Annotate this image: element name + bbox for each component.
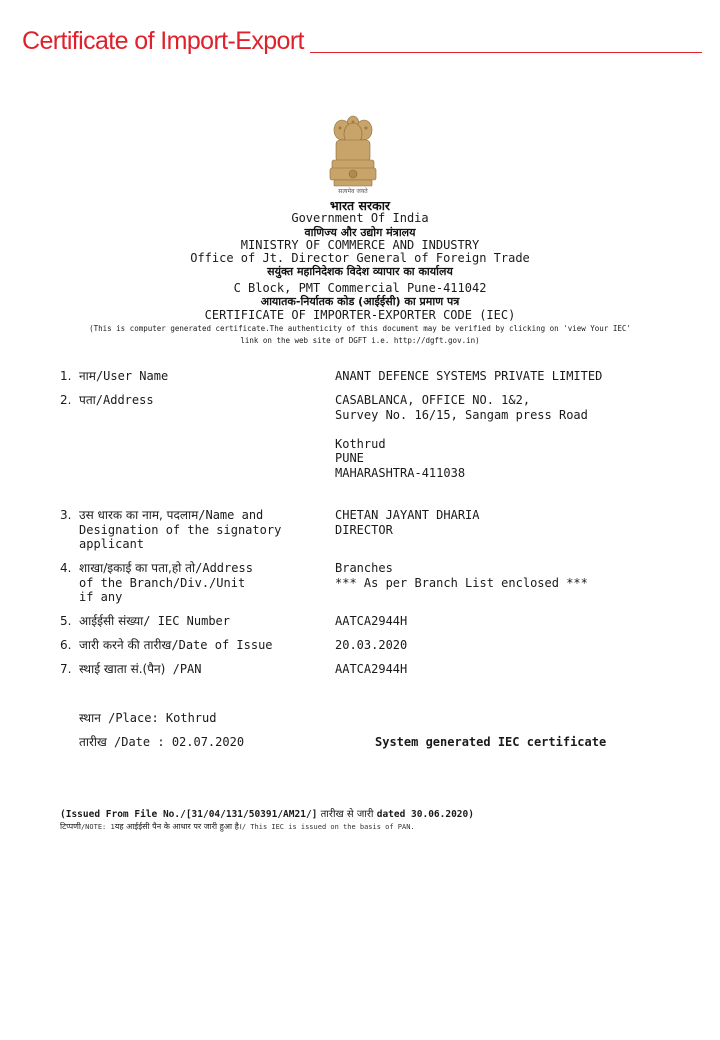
field-label-date-of-issue bbox=[79, 638, 273, 653]
page-heading-text: Certificate of Import-Export bbox=[22, 27, 304, 55]
country-english: Government Of India bbox=[291, 211, 429, 225]
field-label-line: applicant bbox=[79, 537, 145, 551]
label-hindi: आईईसी संख्या bbox=[79, 614, 144, 628]
field-number: 2. bbox=[60, 393, 72, 407]
field-label-branch-address bbox=[79, 561, 253, 576]
system-generated-note: System generated IEC certificate bbox=[375, 735, 607, 749]
issued-date: dated 30.06.2020) bbox=[376, 809, 474, 820]
label-hindi: जारी करने की तारीख bbox=[79, 638, 172, 652]
address-line-5: MAHARASHTRA-411038 bbox=[335, 465, 466, 480]
address-line-4: PUNE bbox=[335, 451, 364, 465]
date-line bbox=[79, 735, 244, 750]
label-english: /Address bbox=[195, 561, 253, 575]
office-hindi: सयुंक्त महानिदेशक विदेश व्यापार का कार्यालय bbox=[267, 265, 453, 278]
certificate-title-hindi: आयातक-निर्यातक कोड (आईईसी) का प्रमाण पत्र bbox=[260, 295, 460, 308]
field-number: 4. bbox=[60, 561, 72, 575]
place-line bbox=[79, 711, 216, 726]
field-label-line: of the Branch/Div./Unit bbox=[79, 575, 246, 590]
label-hindi: स्थाई खाता सं.(पैन) bbox=[79, 662, 166, 676]
address-line-2: Survey No. 16/15, Sangam press Road bbox=[335, 407, 588, 422]
label-english: /Date of Issue bbox=[171, 638, 273, 652]
label-english: /Address bbox=[95, 393, 154, 407]
signatory-designation: DIRECTOR bbox=[335, 522, 393, 537]
field-label-address bbox=[79, 393, 154, 408]
certificate-title-english: CERTIFICATE OF IMPORTER-EXPORTER CODE (IEC) bbox=[204, 308, 516, 322]
authenticity-note-line2: link on the web site of DGFT i.e. http://dgft.gov.in) bbox=[240, 336, 480, 345]
field-number: 6. bbox=[60, 638, 72, 652]
pan-note-line bbox=[60, 822, 415, 832]
field-number: 7. bbox=[60, 662, 72, 676]
field-label-line: Designation of the signatory bbox=[79, 522, 282, 537]
office-address: C Block, PMT Commercial Pune-411042 bbox=[233, 281, 487, 295]
date-value: 02.07.2020 bbox=[171, 735, 245, 749]
label-hindi: उस धारक का नाम, पदलाम bbox=[79, 508, 199, 522]
note-text-hindi: यह आईईसी पैन के आधार पर जारी हुआ है। bbox=[114, 822, 242, 831]
place-value: Kothrud bbox=[165, 711, 217, 725]
label-hindi: पता bbox=[79, 393, 96, 407]
label-english: / IEC Number bbox=[143, 614, 230, 628]
place-label-hindi: स्थान bbox=[79, 711, 101, 725]
field-number: 5. bbox=[60, 614, 72, 628]
office-english: Office of Jt. Director General of Foreign Trade bbox=[190, 251, 530, 265]
label-hindi: नाम bbox=[79, 369, 96, 383]
date-of-issue-value: 20.03.2020 bbox=[335, 638, 408, 652]
signatory-name: CHETAN JAYANT DHARIA bbox=[335, 508, 480, 522]
field-value-user-name: ANANT DEFENCE SYSTEMS PRIVATE LIMITED bbox=[335, 369, 603, 383]
field-number: 3. bbox=[60, 508, 72, 522]
ministry-english: MINISTRY OF COMMERCE AND INDUSTRY bbox=[240, 238, 480, 252]
heading-underline bbox=[310, 52, 702, 53]
field-label-iec-number bbox=[79, 614, 230, 629]
note-label-english: /NOTE: 1 bbox=[80, 823, 115, 831]
field-number: 1. bbox=[60, 369, 72, 383]
emblem-motto: सत्यमेव जयते bbox=[338, 188, 368, 195]
country-hindi: भारत सरकार bbox=[329, 198, 391, 213]
field-label-pan bbox=[79, 662, 202, 677]
pan-value: AATCA2944H bbox=[335, 662, 408, 676]
issued-from-line bbox=[60, 809, 474, 821]
note-label-hindi: टिप्पणी bbox=[60, 822, 81, 831]
branch-value: Branches bbox=[335, 561, 393, 575]
branch-list-note: *** As per Branch List enclosed *** bbox=[335, 575, 588, 590]
label-english: /PAN bbox=[165, 662, 202, 676]
note-text-english: / This IEC is issued on the basis of PAN. bbox=[241, 823, 415, 831]
date-label-english: /Date : bbox=[106, 735, 172, 749]
authenticity-note-line1: (This is computer generated certificate.The authenticity of this document may be verified by clicking on 'view Your IEC' bbox=[89, 324, 631, 333]
issued-file-number: (Issued From File No./[31/04/131/50391/AM21/] bbox=[60, 809, 318, 820]
iec-number-value: AATCA2944H bbox=[335, 614, 408, 628]
ministry-hindi: वाणिज्य और उद्योग मंत्रालय bbox=[304, 226, 416, 239]
address-line-1: CASABLANCA, OFFICE NO. 1&2, bbox=[335, 393, 531, 407]
address-line-3: Kothrud bbox=[335, 436, 386, 451]
label-english: /Name and bbox=[198, 508, 264, 522]
label-english: /User Name bbox=[95, 369, 169, 383]
field-label-line: if any bbox=[79, 590, 123, 604]
issued-hindi: तारीख से जारी bbox=[317, 809, 377, 820]
date-label-hindi: तारीख bbox=[79, 735, 107, 749]
place-label-english: /Place: bbox=[100, 711, 166, 725]
field-label-user-name bbox=[79, 369, 168, 384]
label-hindi: शाखा/इकाई का पता,हो तो bbox=[79, 561, 196, 575]
page-heading bbox=[22, 26, 702, 56]
field-label-signatory bbox=[79, 508, 263, 523]
